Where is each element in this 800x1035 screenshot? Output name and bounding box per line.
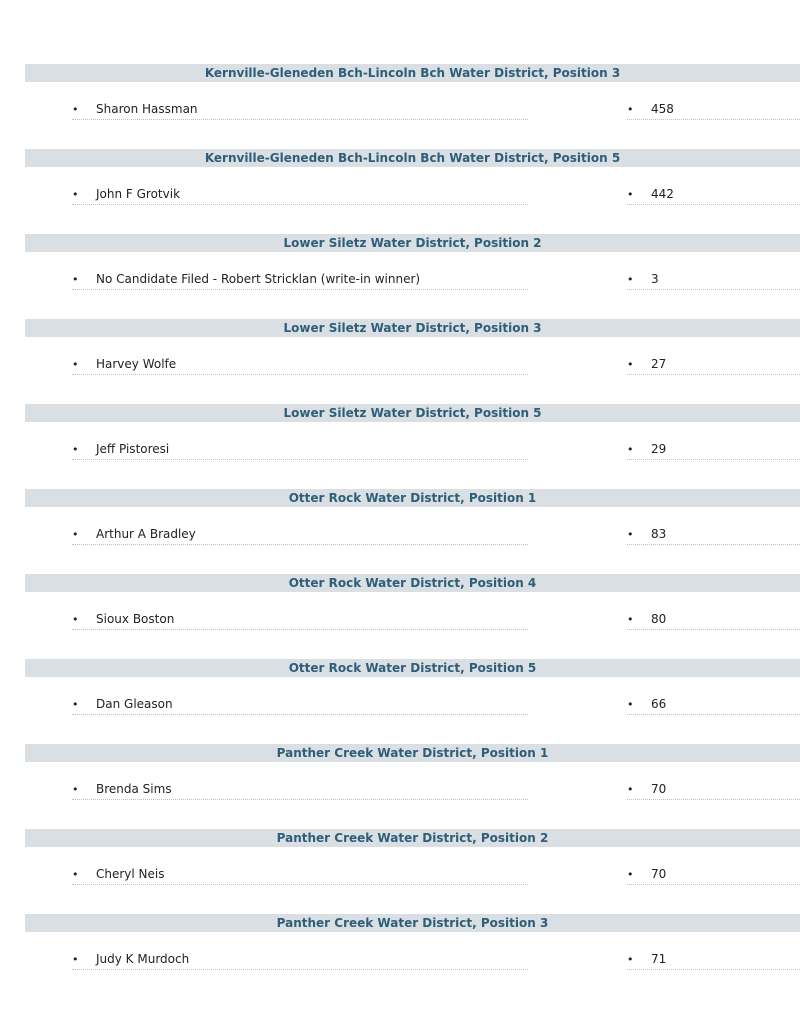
bullet-icon: • — [627, 188, 634, 201]
vote-count: 83 — [651, 527, 667, 541]
race-block — [0, 64, 800, 149]
bullet-icon: • — [627, 698, 634, 711]
race-block — [0, 829, 800, 914]
vote-count-row — [627, 185, 800, 205]
race-title: Panther Creek Water District, Position 2 — [25, 829, 800, 847]
candidate-row — [72, 270, 528, 290]
bullet-icon: • — [627, 868, 634, 881]
vote-count: 66 — [651, 697, 667, 711]
race-title: Panther Creek Water District, Position 3 — [25, 914, 800, 932]
bullet-icon: • — [627, 613, 634, 626]
vote-count-row — [627, 355, 800, 375]
race-block — [0, 149, 800, 234]
race-block — [0, 914, 800, 999]
race-title: Lower Siletz Water District, Position 3 — [25, 319, 800, 337]
bullet-icon: • — [72, 953, 79, 966]
race-title: Otter Rock Water District, Position 4 — [25, 574, 800, 592]
bullet-icon: • — [72, 783, 79, 796]
candidate-name: No Candidate Filed - Robert Stricklan (write-in winner) — [96, 272, 421, 286]
bullet-icon: • — [627, 443, 634, 456]
vote-count: 458 — [651, 102, 674, 116]
race-block — [0, 319, 800, 404]
candidate-row — [72, 185, 528, 205]
race-block — [0, 404, 800, 489]
bullet-icon: • — [627, 953, 634, 966]
vote-count: 3 — [651, 272, 659, 286]
candidate-name: Dan Gleason — [96, 697, 173, 711]
bullet-icon: • — [72, 528, 79, 541]
vote-count-row — [627, 610, 800, 630]
vote-count: 29 — [651, 442, 667, 456]
candidate-row — [72, 950, 528, 970]
candidate-name: Jeff Pistoresi — [96, 442, 170, 456]
vote-count-row — [627, 525, 800, 545]
vote-count: 27 — [651, 357, 667, 371]
bullet-icon: • — [72, 103, 79, 116]
bullet-icon: • — [627, 783, 634, 796]
vote-count: 442 — [651, 187, 674, 201]
vote-count: 70 — [651, 867, 667, 881]
candidate-name: Arthur A Bradley — [96, 527, 196, 541]
vote-count-row — [627, 270, 800, 290]
race-title: Lower Siletz Water District, Position 5 — [25, 404, 800, 422]
bullet-icon: • — [627, 103, 634, 116]
bullet-icon: • — [72, 443, 79, 456]
election-results-list — [0, 64, 800, 999]
vote-count-row — [627, 440, 800, 460]
candidate-row — [72, 100, 528, 120]
candidate-name: Sioux Boston — [96, 612, 175, 626]
race-title: Kernville-Gleneden Bch-Lincoln Bch Water District, Position 5 — [25, 149, 800, 167]
race-title: Lower Siletz Water District, Position 2 — [25, 234, 800, 252]
bullet-icon: • — [627, 528, 634, 541]
race-block — [0, 234, 800, 319]
candidate-row — [72, 865, 528, 885]
race-block — [0, 744, 800, 829]
bullet-icon: • — [72, 273, 79, 286]
race-title: Kernville-Gleneden Bch-Lincoln Bch Water District, Position 3 — [25, 64, 800, 82]
candidate-row — [72, 525, 528, 545]
bullet-icon: • — [627, 358, 634, 371]
candidate-name: Harvey Wolfe — [96, 357, 177, 371]
bullet-icon: • — [72, 698, 79, 711]
race-title: Otter Rock Water District, Position 5 — [25, 659, 800, 677]
vote-count-row — [627, 780, 800, 800]
race-title: Otter Rock Water District, Position 1 — [25, 489, 800, 507]
bullet-icon: • — [72, 188, 79, 201]
candidate-row — [72, 610, 528, 630]
vote-count-row — [627, 100, 800, 120]
race-block — [0, 659, 800, 744]
candidate-name: John F Grotvik — [96, 187, 181, 201]
candidate-row — [72, 355, 528, 375]
bullet-icon: • — [627, 273, 634, 286]
candidate-name: Judy K Murdoch — [96, 952, 190, 966]
candidate-row — [72, 780, 528, 800]
vote-count-row — [627, 950, 800, 970]
vote-count: 80 — [651, 612, 667, 626]
vote-count: 71 — [651, 952, 667, 966]
race-block — [0, 489, 800, 574]
race-title: Panther Creek Water District, Position 1 — [25, 744, 800, 762]
vote-count-row — [627, 865, 800, 885]
candidate-row — [72, 695, 528, 715]
race-block — [0, 574, 800, 659]
bullet-icon: • — [72, 358, 79, 371]
bullet-icon: • — [72, 613, 79, 626]
candidate-name: Cheryl Neis — [96, 867, 165, 881]
vote-count-row — [627, 695, 800, 715]
bullet-icon: • — [72, 868, 79, 881]
candidate-row — [72, 440, 528, 460]
vote-count: 70 — [651, 782, 667, 796]
candidate-name: Sharon Hassman — [96, 102, 198, 116]
candidate-name: Brenda Sims — [96, 782, 172, 796]
